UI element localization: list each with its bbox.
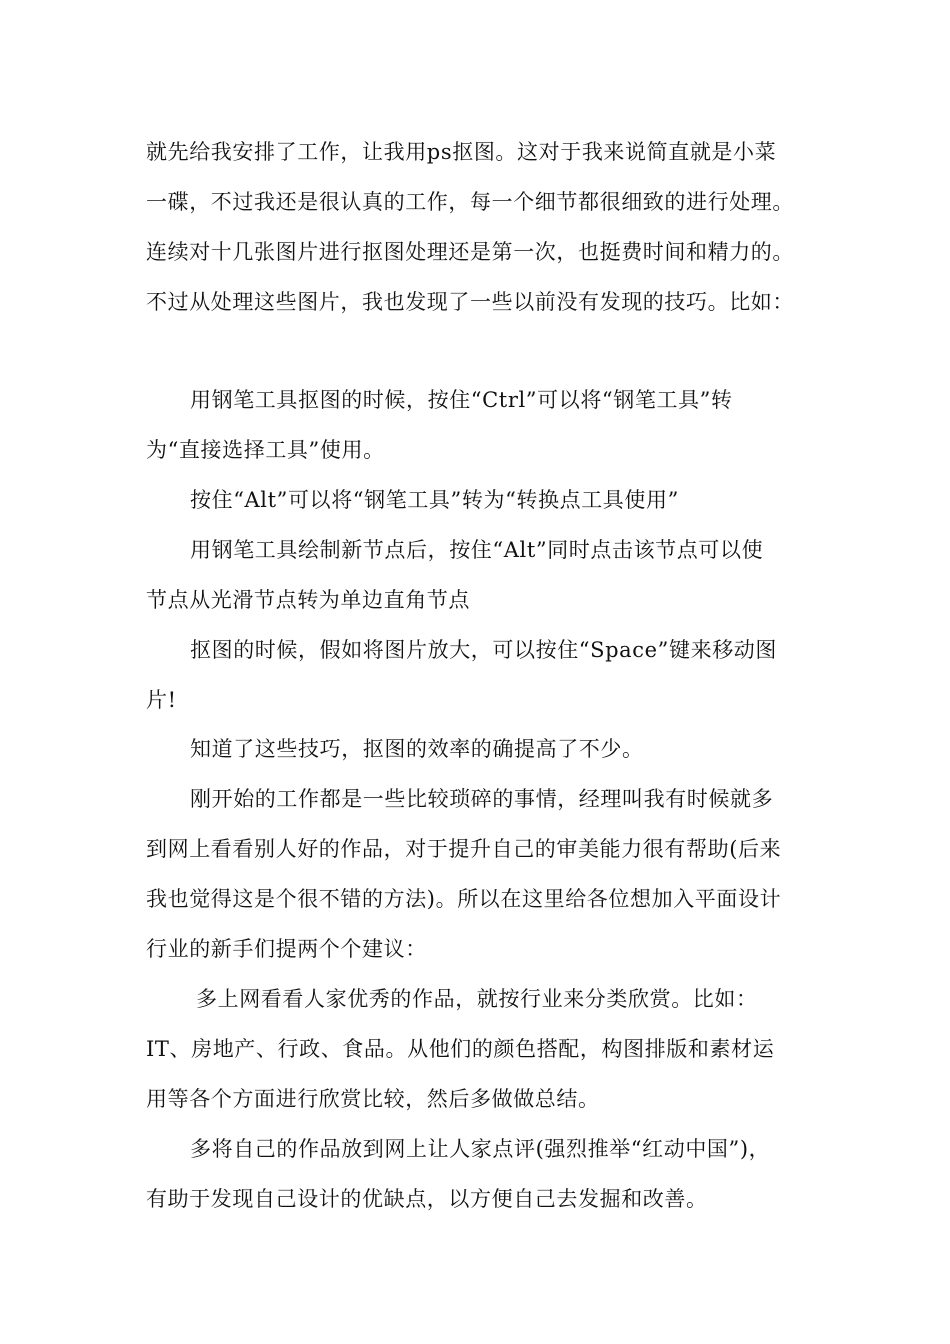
text-line: 刚开始的工作都是一些比较琐碎的事情，经理叫我有时候就多 [190, 787, 774, 811]
text-line: IT、房地产、行政、食品。从他们的颜色搭配，构图排版和素材运 [146, 1037, 775, 1061]
text-line: 我也觉得这是个很不错的方法)。所以在这里给各位想加入平面设计 [146, 887, 782, 911]
text-line: 知道了这些技巧，抠图的效率的确提高了不少。 [190, 737, 644, 761]
text-line: 不过从处理这些图片，我也发现了一些以前没有发现的技巧。比如： [146, 290, 794, 314]
text-line: 行业的新手们提两个个建议： [146, 937, 427, 961]
text-line: 为“直接选择工具”使用。 [146, 438, 385, 462]
text-line: 节点从光滑节点转为单边直角节点 [146, 588, 470, 612]
text-line: 多将自己的作品放到网上让人家点评(强烈推举“红动中国”)， [190, 1137, 771, 1161]
text-line: 多上网看看人家优秀的作品，就按行业来分类欣赏。比如： [196, 987, 758, 1011]
text-line: 按住“Alt”可以将“钢笔工具”转为“转换点工具使用” [190, 488, 679, 512]
text-line: 片! [146, 688, 177, 712]
text-line: 用钢笔工具抠图的时候，按住“Ctrl”可以将“钢笔工具”转 [190, 388, 733, 412]
text-line: 用钢笔工具绘制新节点后，按住“Alt”同时点击该节点可以使 [190, 538, 764, 562]
text-line: 一碟，不过我还是很认真的工作，每一个细节都很细致的进行处理。 [146, 190, 794, 214]
text-line: 抠图的时候，假如将图片放大，可以按住“Space”键来移动图 [190, 638, 778, 662]
text-line: 用等各个方面进行欣赏比较，然后多做做总结。 [146, 1087, 600, 1111]
text-line: 有助于发现自己设计的优缺点，以方便自己去发掘和改善。 [146, 1187, 708, 1211]
text-line: 连续对十几张图片进行抠图处理还是第一次，也挺费时间和精力的。 [146, 240, 794, 264]
text-line: 到网上看看别人好的作品，对于提升自己的审美能力很有帮助(后来 [146, 837, 782, 861]
text-line: 就先给我安排了工作，让我用ps抠图。这对于我来说简直就是小菜 [146, 140, 777, 164]
